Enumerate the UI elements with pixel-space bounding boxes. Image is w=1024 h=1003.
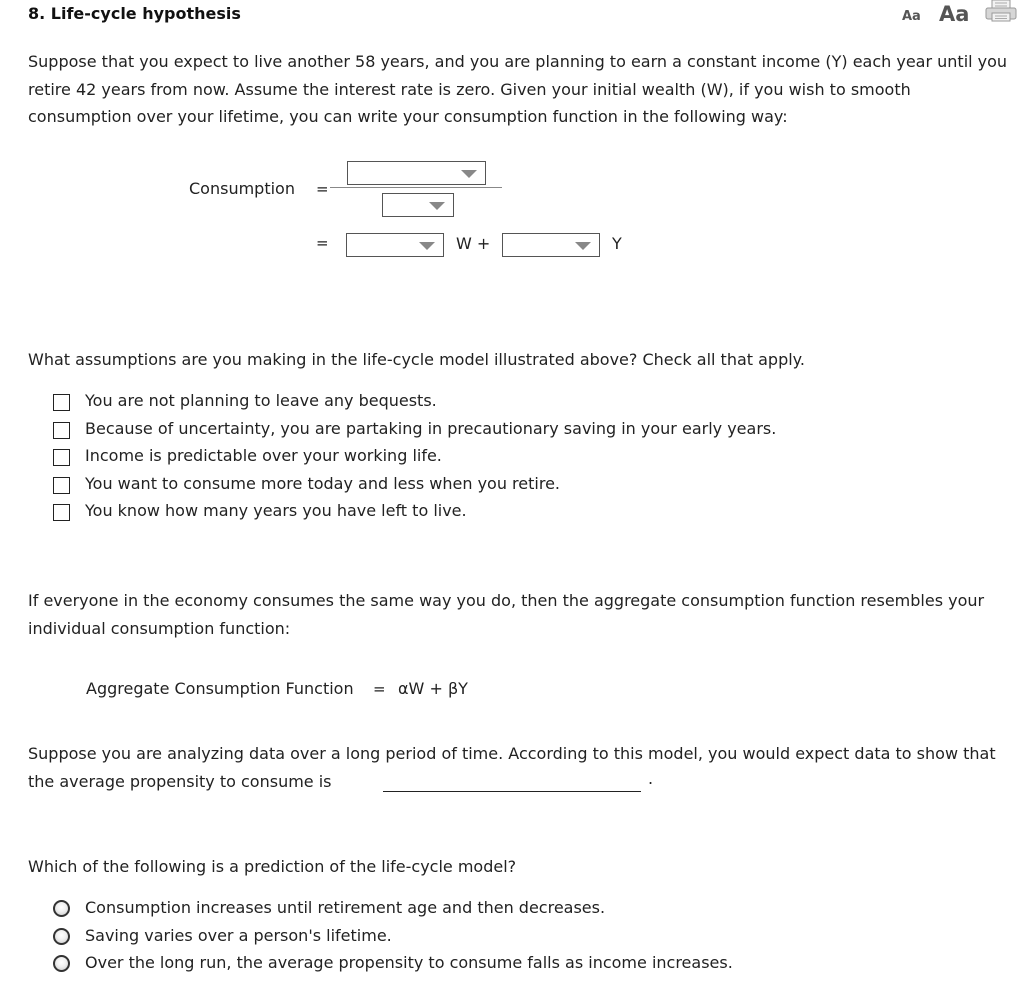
checkbox[interactable] — [53, 504, 70, 521]
radio-button[interactable] — [53, 900, 70, 917]
prediction-question: Which of the following is a prediction of the life-cycle model? — [28, 857, 517, 876]
equals-sign: = — [373, 680, 386, 698]
numerator-dropdown[interactable] — [347, 161, 486, 185]
wealth-coefficient-dropdown[interactable] — [346, 233, 444, 257]
chevron-down-icon — [419, 242, 435, 250]
checkbox-label[interactable]: You are not planning to leave any bequests. — [85, 391, 437, 410]
aggregate-paragraph: If everyone in the economy consumes the same way you do, then the aggregate consumption function resembles your individual consumption function: — [28, 591, 985, 638]
income-label: Y — [612, 234, 622, 253]
radio-label[interactable]: Consumption increases until retirement age and then decreases. — [85, 898, 606, 917]
intro-paragraph: Suppose that you expect to live another 58 years, and you are planning to earn a constant income (Y) each year until you retire 42 years from now. Assume the interest rate is zero. Given your initial wealth (W), if you wish to smooth consumption over your lifetime, you can write your consumption function in the following way: — [28, 52, 1008, 126]
chevron-down-icon — [575, 242, 591, 250]
question-title: 8. Life-cycle hypothesis — [28, 4, 241, 23]
income-coefficient-dropdown[interactable] — [502, 233, 600, 257]
print-icon[interactable] — [985, 0, 1017, 22]
radio-button[interactable] — [53, 955, 70, 972]
equals-sign: = — [316, 234, 329, 252]
checkbox-label[interactable]: Because of uncertainty, you are partaking in precautionary saving in your early years. — [85, 418, 777, 438]
checkbox-label[interactable]: You know how many years you have left to live. — [85, 501, 467, 520]
checkbox[interactable] — [53, 422, 70, 439]
checkbox-label[interactable]: Income is predictable over your working life. — [85, 446, 442, 465]
checkbox-label[interactable]: You want to consume more today and less when you retire. — [85, 473, 560, 493]
sentence-period: . — [648, 769, 654, 788]
consumption-label: Consumption — [189, 179, 295, 198]
denominator-dropdown[interactable] — [382, 193, 454, 217]
wealth-plus-label: W + — [456, 234, 491, 253]
chevron-down-icon — [429, 202, 445, 210]
apc-paragraph: Suppose you are analyzing data over a long period of time. According to this model, you would expect data to show that the average propensity to consume is — [28, 744, 996, 791]
aggregate-function-label: Aggregate Consumption Function — [86, 679, 354, 698]
font-size-large-button[interactable]: Aa — [939, 2, 970, 26]
font-size-small-button[interactable]: Aa — [902, 9, 921, 24]
checkbox[interactable] — [53, 394, 70, 411]
apc-answer-blank[interactable] — [383, 791, 641, 792]
checkbox[interactable] — [53, 477, 70, 494]
radio-label[interactable]: Over the long run, the average propensity to consume falls as income increases. — [85, 953, 733, 972]
assumptions-question: What assumptions are you making in the life-cycle model illustrated above? Check all that apply. — [28, 350, 805, 369]
chevron-down-icon — [461, 170, 477, 178]
aggregate-formula: αW + βY — [398, 679, 468, 698]
radio-button[interactable] — [53, 928, 70, 945]
checkbox[interactable] — [53, 449, 70, 466]
equals-sign: = — [316, 180, 329, 198]
fraction-bar — [330, 187, 502, 188]
radio-label[interactable]: Saving varies over a person's lifetime. — [85, 925, 392, 945]
